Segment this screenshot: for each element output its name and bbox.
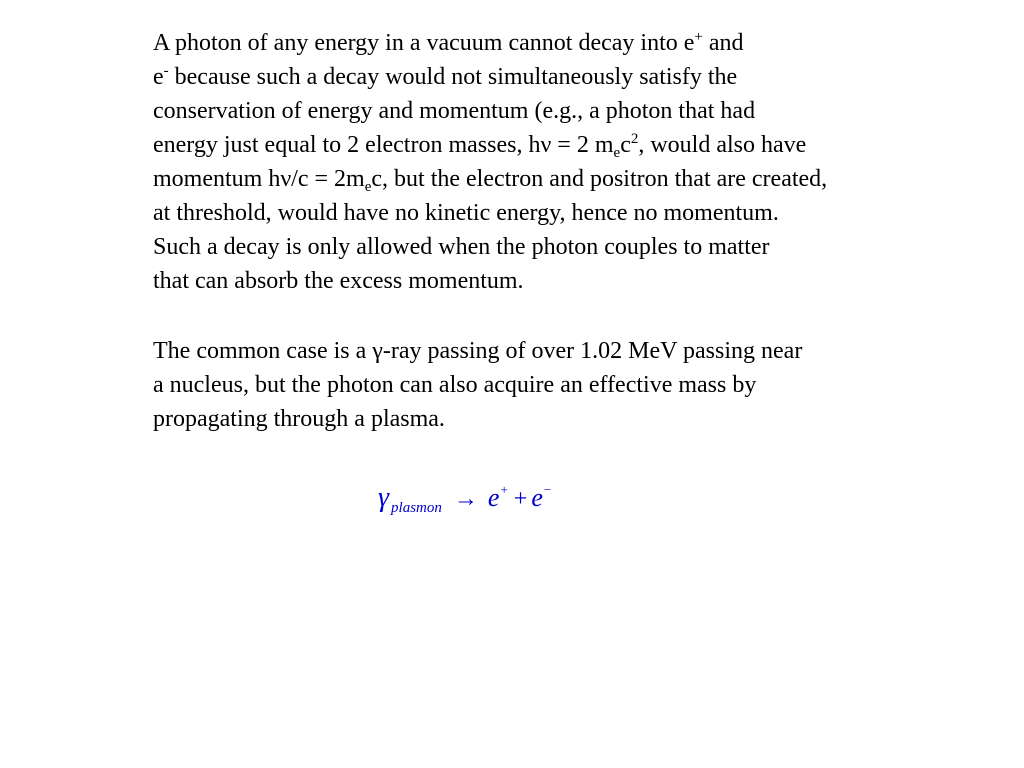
electron-symbol: e bbox=[531, 483, 543, 512]
text-segment: c bbox=[620, 132, 631, 158]
text-segment: c, but the electron and positron that are created, bbox=[371, 166, 828, 192]
electron-symbol: e bbox=[487, 483, 500, 512]
positive-charge-superscript: + bbox=[500, 482, 508, 497]
text-segment: momentum hν/c = 2m bbox=[153, 166, 365, 192]
text-segment: A photon of any energy in a vacuum cannot decay into e bbox=[153, 30, 695, 56]
subscript: e bbox=[364, 179, 372, 195]
text-segment: because such a decay would not simultaneously satisfy the bbox=[168, 64, 738, 90]
superscript: + bbox=[694, 29, 703, 45]
plasmon-subscript: plasmon bbox=[391, 500, 442, 516]
text-segment: , would also have bbox=[638, 132, 807, 158]
paragraph-gamma-ray bbox=[153, 334, 802, 436]
arrow-icon: → bbox=[453, 486, 478, 512]
subscript: e bbox=[613, 145, 621, 161]
text-segment: e bbox=[153, 64, 164, 90]
text-line: a nucleus, but the photon can also acquire an effective mass by bbox=[153, 372, 757, 398]
text-line: The common case is a γ-ray passing of over 1.02 MeV passing near bbox=[153, 338, 803, 364]
text-line: that can absorb the excess momentum. bbox=[153, 268, 524, 294]
text-line: Such a decay is only allowed when the photon couples to matter bbox=[153, 234, 770, 260]
superscript: 2 bbox=[630, 131, 639, 147]
text-line bbox=[153, 60, 827, 94]
paragraph-photon-decay bbox=[153, 26, 827, 298]
text-line: at threshold, would have no kinetic energy, hence no momentum. bbox=[153, 200, 779, 226]
text-segment: energy just equal to 2 electron masses, hν = 2 m bbox=[153, 132, 614, 158]
plasmon-decay-equation bbox=[378, 482, 551, 522]
gamma-symbol: γ bbox=[378, 482, 390, 513]
text-line bbox=[153, 162, 827, 196]
negative-charge-superscript: − bbox=[543, 482, 552, 497]
text-line bbox=[153, 26, 827, 60]
text-line: propagating through a plasma. bbox=[153, 406, 445, 432]
superscript: - bbox=[163, 63, 169, 79]
plus-symbol: + bbox=[513, 486, 528, 512]
text-line: conservation of energy and momentum (e.g., a photon that had bbox=[153, 98, 756, 124]
text-line bbox=[153, 128, 827, 162]
text-segment: and bbox=[702, 30, 744, 56]
